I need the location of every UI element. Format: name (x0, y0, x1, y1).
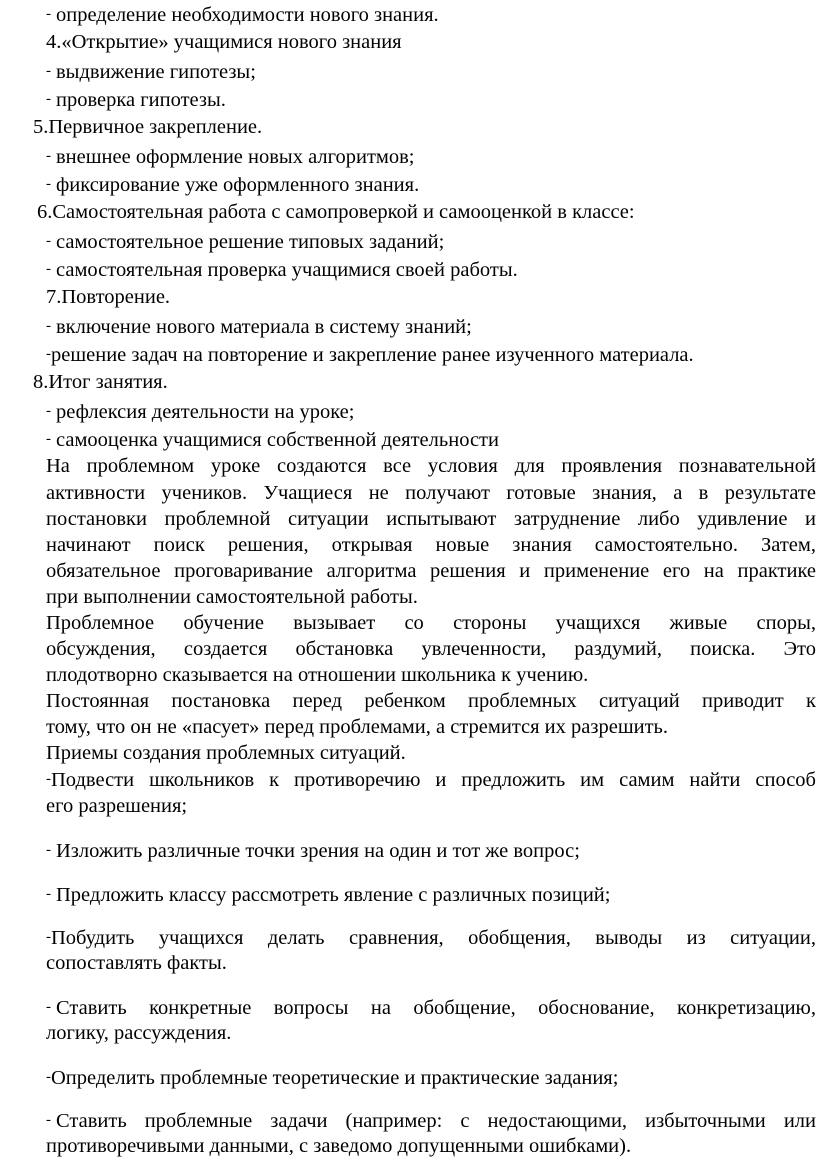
paragraph-text: тому, что он не «пасует» перед проблемами, а стремится их разрешить. (46, 716, 669, 738)
list-item (46, 766, 816, 792)
list-item-continuation (46, 950, 227, 976)
list-item (46, 398, 354, 424)
paragraph-line (46, 636, 816, 662)
bullet-dash: - (46, 999, 51, 1015)
list-item-text: выдвижение гипотезы; (56, 61, 256, 83)
bullet-dash: - (46, 6, 51, 22)
list-item (46, 924, 816, 950)
stage-heading (46, 29, 402, 55)
list-item-text: самостоятельное решение типовых заданий; (56, 231, 445, 253)
list-item-text: Предложить классу рассмотреть явление с различных позиций; (56, 884, 611, 906)
list-item (46, 143, 415, 169)
bullet-dash: - (46, 886, 51, 902)
bullet-dash: - (46, 346, 51, 362)
paragraph-text: активности учеников. Учащиеся не получают готовые знания, а в результате (46, 482, 816, 504)
list-item (46, 256, 518, 282)
list-item-text (46, 927, 816, 949)
list-item-text: Изложить различные точки зрения на один и тот же вопрос; (56, 840, 580, 862)
bullet-dash: - (46, 233, 51, 249)
list-item-text: Определить проблемные теоретические и практические задания; (51, 1067, 619, 1089)
list-item (46, 313, 472, 339)
paragraph-line (46, 584, 418, 610)
list-item-text (46, 769, 816, 791)
stage-heading (37, 199, 635, 225)
section-heading-text: Приемы создания проблемных ситуаций. (46, 742, 406, 764)
list-item (46, 58, 256, 84)
stage-heading-text: 5.Первичное закрепление. (33, 116, 263, 138)
stage-heading-text: 7.Повторение. (46, 286, 171, 308)
stage-heading-text: 8.Итог занятия. (33, 371, 168, 393)
paragraph-line (46, 558, 816, 584)
stage-heading (46, 284, 170, 310)
list-item (46, 1, 439, 27)
paragraph-text: Проблемное обучение вызывает со стороны учащихся живые споры, (46, 612, 816, 634)
paragraph-text: обязательное проговаривание алгоритма решения и применение его на практике (46, 560, 816, 582)
bullet-dash: - (46, 148, 51, 164)
bullet-dash: - (46, 403, 51, 419)
bullet-dash: - (46, 63, 51, 79)
bullet-dash: - (46, 431, 51, 447)
list-item (46, 881, 610, 907)
list-item-text (46, 1110, 816, 1132)
list-item-text-content: Ставить конкретные вопросы на обобщение, обоснование, конкретизацию, (56, 997, 816, 1019)
stage-heading (33, 114, 262, 140)
bullet-dash: - (46, 1069, 51, 1085)
bullet-dash: - (46, 91, 51, 107)
paragraph-line (46, 714, 668, 740)
list-item-text: фиксирование уже оформленного знания. (56, 174, 420, 196)
bullet-dash: - (46, 176, 51, 192)
list-item-text: решение задач на повторение и закрепление ранее изученного материала. (51, 344, 694, 366)
paragraph-line (46, 453, 816, 479)
list-item-text-content: Побудить учащихся делать сравнения, обобщения, выводы из ситуации, (51, 927, 816, 949)
paragraph-line (46, 688, 816, 714)
list-item (46, 426, 499, 452)
list-item-text: логику, рассуждения. (46, 1022, 232, 1044)
paragraph-text: начинают поиск решения, открывая новые знания самостоятельно. Затем, (46, 534, 816, 556)
paragraph-line (46, 610, 816, 636)
paragraph-line (46, 662, 588, 688)
paragraph-text: плодотворно сказывается на отношении школьника к учению. (46, 664, 589, 686)
bullet-dash: - (46, 318, 51, 334)
paragraph-text: при выполнении самостоятельной работы. (46, 586, 418, 608)
list-item-text: сопоставлять факты. (46, 952, 227, 974)
list-item-text: самооценка учащимися собственной деятельности (56, 429, 499, 451)
list-item-continuation (46, 793, 187, 819)
list-item (46, 228, 444, 254)
paragraph-text: постановки проблемной ситуации испытывают затруднение либо удивление и (46, 508, 816, 530)
list-item-text: противоречивыми данными, с заведомо допущенными ошибками). (46, 1135, 632, 1157)
list-item-text: проверка гипотезы. (56, 89, 226, 111)
bullet-dash: - (46, 842, 51, 858)
list-item (46, 171, 419, 197)
bullet-dash: - (46, 1112, 51, 1128)
paragraph-text: Постоянная постановка перед ребенком проблемных ситуаций приводит к (46, 690, 816, 712)
list-item-text: внешнее оформление новых алгоритмов; (56, 146, 415, 168)
bullet-dash: - (46, 261, 51, 277)
paragraph-line (46, 532, 816, 558)
paragraph-text: На проблемном уроке создаются все условия для проявления познавательной (46, 455, 816, 477)
list-item-text: включение нового материала в систему знаний; (56, 316, 472, 338)
list-item (46, 86, 226, 112)
section-heading (46, 740, 406, 766)
list-item-text-content: Подвести школьников к противоречию и предложить им самим найти способ (51, 769, 816, 791)
list-item-text: рефлексия деятельности на уроке; (56, 401, 355, 423)
list-item (46, 1064, 618, 1090)
list-item (46, 837, 580, 863)
list-item (46, 341, 694, 367)
bullet-dash: - (46, 929, 51, 945)
list-item-text: самостоятельная проверка учащимися своей работы. (56, 259, 518, 281)
list-item (46, 994, 816, 1020)
bullet-dash: - (46, 771, 51, 787)
list-item (46, 1107, 816, 1133)
list-item-continuation (46, 1020, 231, 1046)
list-item-text-content: Ставить проблемные задачи (например: с недостающими, избыточными или (56, 1110, 816, 1132)
list-item-continuation (46, 1133, 631, 1159)
stage-heading-text: 6.Самостоятельная работа с самопроверкой и самооценкой в классе: (37, 201, 635, 223)
paragraph-line (46, 480, 816, 506)
list-item-text (46, 997, 816, 1019)
stage-heading-text: 4.«Открытие» учащимися нового знания (46, 31, 402, 53)
list-item-text: определение необходимости нового знания. (56, 4, 439, 26)
stage-heading (33, 369, 168, 395)
list-item-text: его разрешения; (46, 795, 188, 817)
paragraph-line (46, 506, 816, 532)
paragraph-text: обсуждения, создается обстановка увлеченности, раздумий, поиска. Это (46, 638, 816, 660)
